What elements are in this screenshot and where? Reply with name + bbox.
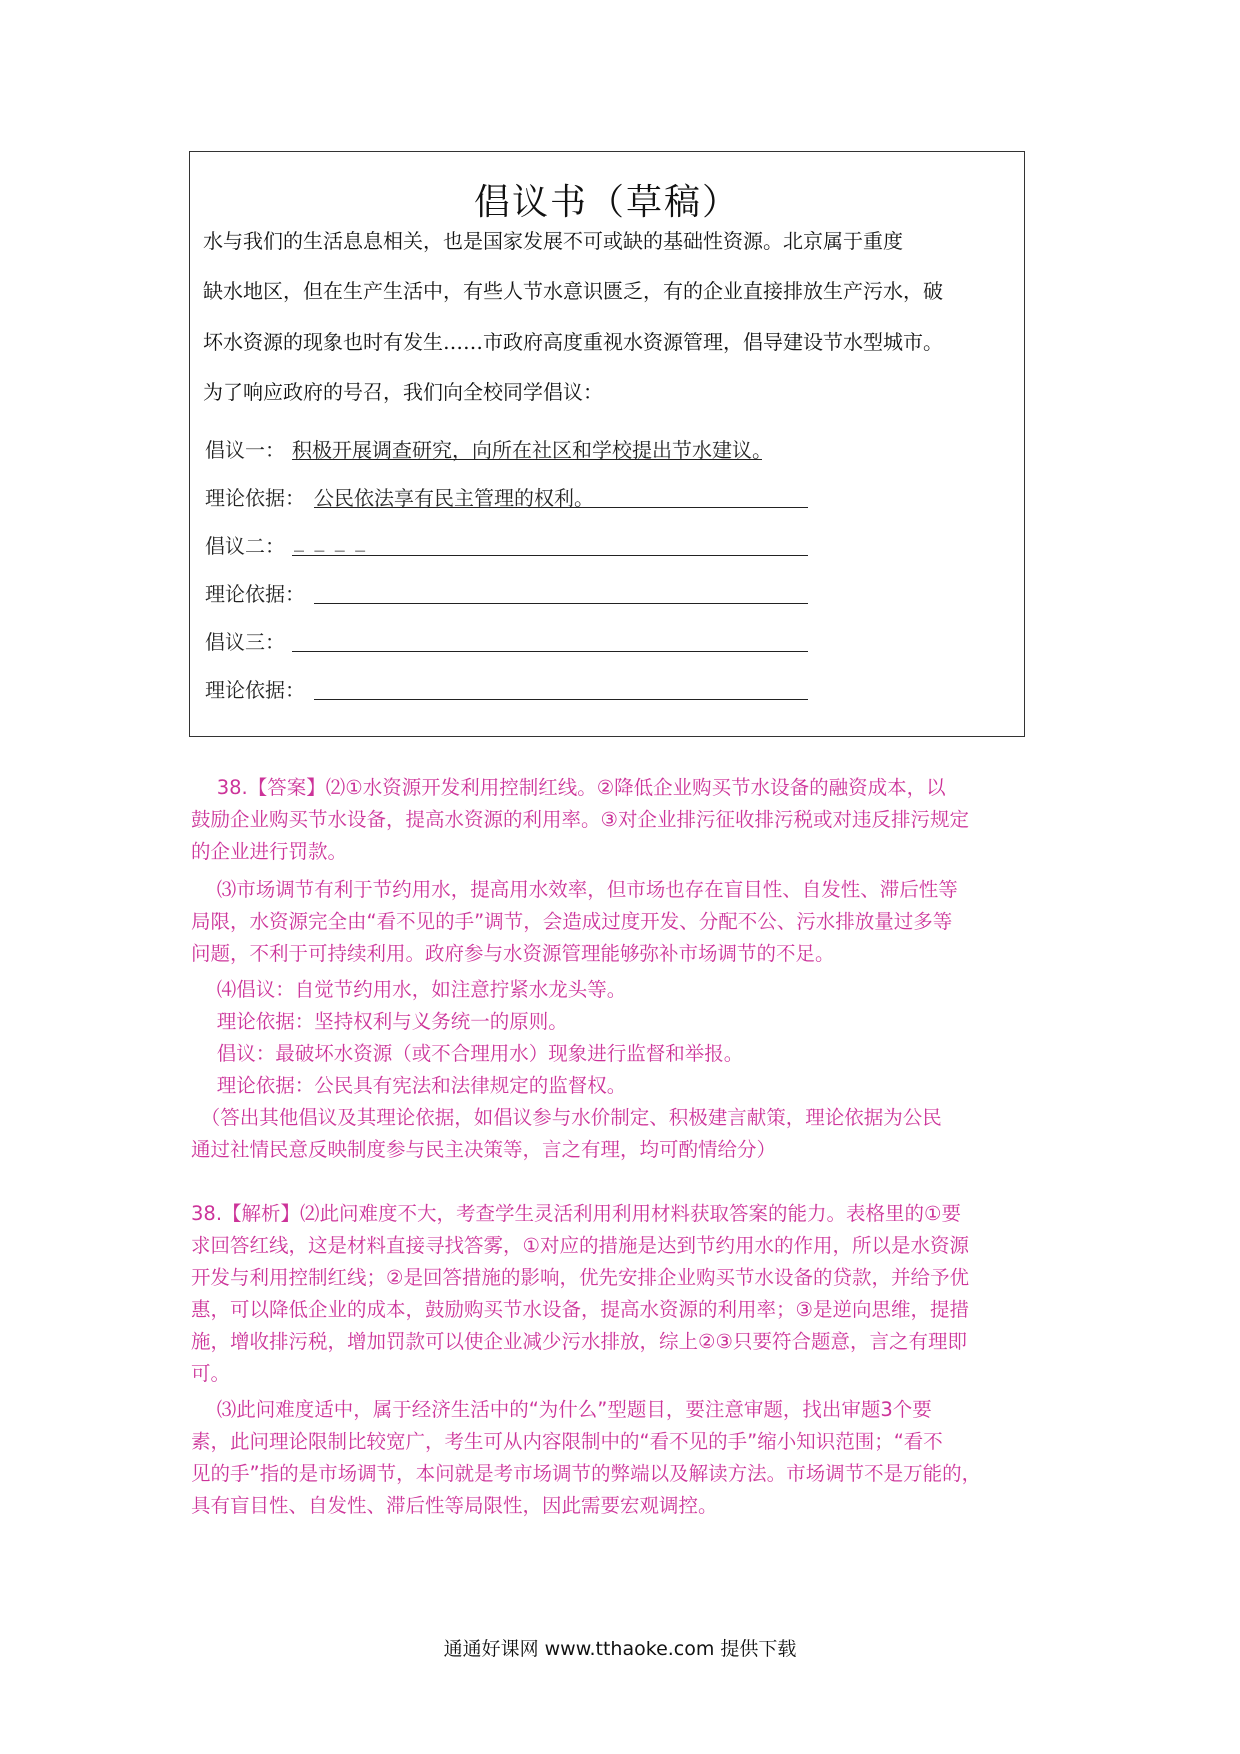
basis-2-underline[interactable] <box>314 603 808 604</box>
intro-line-4: 为了响应政府的号召，我们向全校同学倡议： <box>203 380 603 404</box>
intro-line-3: 坏水资源的现象也时有发生……市政府高度重视水资源管理，倡导建设节水型城市。 <box>203 330 943 354</box>
analysis-line-9: 见的手”指的是市场调节，本问就是考市场调节的弊端以及解读方法。市场调节不是万能的， <box>191 1462 982 1485</box>
basis-1-text: 公民依法享有民主管理的权利。 <box>314 486 594 510</box>
proposal-1-underline <box>292 459 762 460</box>
basis-2-label: 理论依据： <box>205 582 305 606</box>
proposal-1-text: 积极开展调查研究，向所在社区和学校提出节水建议。 <box>292 438 772 462</box>
basis-1-label: 理论依据： <box>205 486 305 510</box>
analysis-line-3: 开发与利用控制红线；②是回答措施的影响，优先安排企业购买节水设备的贷款，并给予优 <box>191 1266 969 1289</box>
basis-3-underline[interactable] <box>314 699 808 700</box>
answer-line-6: 问题，不利于可持续利用。政府参与水资源管理能够弥补市场调节的不足。 <box>191 942 835 965</box>
analysis-line-8: 素，此问理论限制比较宽广，考生可从内容限制中的“看不见的手”缩小知识范围；“看不 <box>191 1430 943 1453</box>
proposal-1-label: 倡议一： <box>205 438 285 462</box>
analysis-line-1: 38.【解析】⑵此问难度不大，考查学生灵活利用利用材料获取答案的能力。表格里的①要 <box>191 1202 961 1225</box>
analysis-line-7: ⑶此问难度适中，属于经济生活中的“为什么”型题目，要注意审题，找出审题3个要 <box>191 1398 932 1421</box>
proposal-3-underline[interactable] <box>292 651 808 652</box>
answer-line-4: ⑶市场调节有利于节约用水，提高用水效率，但市场也存在盲目性、自发性、滞后性等 <box>191 878 958 901</box>
proposal-box <box>189 151 1025 737</box>
answer-line-9: 倡议：最破坏水资源（或不合理用水）现象进行监督和举报。 <box>191 1042 744 1065</box>
proposal-2-underline[interactable] <box>292 555 808 556</box>
intro-line-2: 缺水地区，但在生产生活中，有些人节水意识匮乏，有的企业直接排放生产污水，破 <box>203 279 943 303</box>
basis-3-label: 理论依据： <box>205 678 305 702</box>
intro-line-1: 水与我们的生活息息相关，也是国家发展不可或缺的基础性资源。北京属于重度 <box>203 229 903 253</box>
answer-line-12: 通过社情民意反映制度参与民主决策等，言之有理，均可酌情给分） <box>191 1138 777 1161</box>
proposal-title: 倡议书（草稿） <box>473 182 740 223</box>
analysis-line-5: 施，增收排污税，增加罚款可以使企业减少污水排放，综上②③只要符合题意，言之有理即 <box>191 1330 967 1353</box>
proposal-2-text: _ _ _ _ <box>294 528 368 552</box>
analysis-line-6: 可。 <box>191 1362 231 1385</box>
analysis-line-10: 具有盲目性、自发性、滞后性等局限性，因此需要宏观调控。 <box>191 1494 718 1517</box>
analysis-line-4: 惠，可以降低企业的成本，鼓励购买节水设备，提高水资源的利用率；③是逆向思维，提措 <box>191 1298 969 1321</box>
analysis-line-2: 求回答红线，这是材料直接寻找答雾，①对应的措施是达到节约用水的作用，所以是水资源 <box>191 1234 969 1257</box>
footer-credit: 通通好课网 www.tthaoke.com 提供下载 <box>443 1638 797 1660</box>
proposal-3-label: 倡议三： <box>205 630 285 654</box>
proposal-2-label: 倡议二： <box>205 534 285 558</box>
answer-line-2: 鼓励企业购买节水设备，提高水资源的利用率。③对企业排污征收排污税或对违反排污规定 <box>191 808 969 831</box>
answer-line-1: 38.【答案】⑵①水资源开发利用控制红线。②降低企业购买节水设备的融资成本，以 <box>191 776 946 799</box>
answer-line-8: 理论依据：坚持权利与义务统一的原则。 <box>191 1010 568 1033</box>
basis-1-underline <box>314 507 808 508</box>
answer-line-3: 的企业进行罚款。 <box>191 840 348 863</box>
answer-line-10: 理论依据：公民具有宪法和法律规定的监督权。 <box>191 1074 627 1097</box>
answer-line-11: （答出其他倡议及其理论依据，如倡议参与水价制定、积极建言献策，理论依据为公民 <box>191 1106 942 1129</box>
answer-line-7: ⑷倡议：自觉节约用水，如注意拧紧水龙头等。 <box>191 978 627 1001</box>
answer-line-5: 局限，水资源完全由“看不见的手”调节，会造成过度开发、分配不公、污水排放量过多等 <box>191 910 953 933</box>
